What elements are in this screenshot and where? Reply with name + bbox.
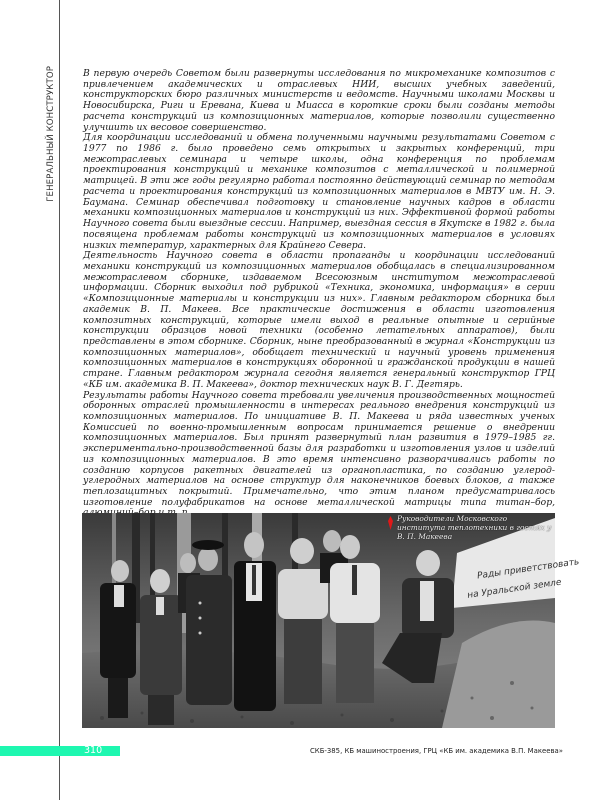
paragraph: Деятельность Научного совета в области пропаганды и координации исследований механики конструкций из композиционных материалов обобщалась в специализированном межотраслевом сборнике, издаваемом Всесоюзным институтом межотраслевой информации. Сборник выходил под рубрикой «Техника, экономика, информация» в серии «Композиционные материалы и конструкции из них». Главным редактором сборника был академик В. П. Макеев. Все практические достижения в области изготовления композитных конструкций, которые имели выход в реальные опытные и серийные конструкции образцов новой техники (особенно летательных аппаратов), были представлены в этом сборнике. Сборник, ныне преобразованный в журнал «Конструкции из композиционных материалов», обобщает технический и научный уровень применения композиционных материалов в конструкциях оборонной и гражданской продукции в нашей стране. Главным редактором журнала сегодня является генеральный конструктор ГРЦ «КБ им. академика В. П. Макеева», доктор технических наук В. Г. Дегтярь. (83, 250, 555, 390)
running-footer: СКБ-385, КБ машиностроения, ГРЦ «КБ им. академика В.П. Макеева» (310, 747, 563, 755)
caption-marker-icon (388, 516, 393, 530)
banner-line-1: Рады приветствовать (476, 557, 580, 582)
paragraph: Для координации исследований и обмена полученными научными результатами Советом с 1977 по 1986 г. было проведено семь открытых и закрытых конференций, три межотраслевых семинара и четыре школы, одна конференция по проблемам проектирования конструкций и механике композитов с металлической и полимерной матрицей. В эти же годы регулярно работал постоянно действующий семинар по методам расчета и проектирования конструкций из композиционных материалов в МВТУ им. Н. Э. Баумана. Семинар обеспечивал подготовку и становление научных кадров в области механики композиционных материалов и конструкций из них. Эффективной формой работы Научного совета были выездные сессии. Например, выездная сессия в Якутске в 1982 г. была посвящена проблемам работы конструкций из композиционных материалов в условиях низких температур, характерных для Крайнего Севера. (83, 132, 555, 251)
body-text (83, 69, 555, 519)
margin-rule (59, 0, 60, 800)
page-number: 310 (84, 745, 103, 756)
photo-rendering (82, 513, 580, 728)
group-photo (82, 513, 580, 728)
paragraph: Результаты работы Научного совета требовали увеличения производственных мощностей оборонных отраслей промышленности в интересах реального внедрения конструкций из композиционных материалов. По инициативе В. П. Макеева и ряда известных ученых Комиссией по военно-промышленным вопросам принимается решение о внедрении композиционных материалов. Был принят развернутый план развития в 1979–1985 гг. экспериментально-производственной базы для разработки и изготовления узлов и изделий из композиционных материалов. В это время интенсивно разворачивались работы по созданию корпусов ракетных двигателей из органопластика, по созданию углерод-углеродных материалов на основе структур для наконечников боевых блоков, а также теплозащитных покрытий. Примечательно, что этим планом предусматривалось изготовление полуфабрикатов на основе металлической матрицы типа титан–бор, (83, 389, 555, 508)
banner-line-2: на Уральской земле (466, 577, 563, 601)
paragraph: В первую очередь Советом были развернуты исследования по микромеханике композитов с привлечением академических и отраслевых НИИ, высших учебных заведений, конструкторских бюро различных министерств и ведомств. Научными школами Москвы и Новосибирска, Риги и Еревана, Киева и Миасса в короткие сроки были созданы методы расчета конструкций из композиционных материалов, которые позволили существенно улучшить их весовое совершенство. (83, 68, 555, 133)
photo-caption: Руководители Московского института теплотехники в гостях у В. П. Макеева (397, 514, 552, 541)
running-section-title: ГЕНЕРАЛЬНЫЙ КОНСТРУКТОР (46, 66, 56, 202)
